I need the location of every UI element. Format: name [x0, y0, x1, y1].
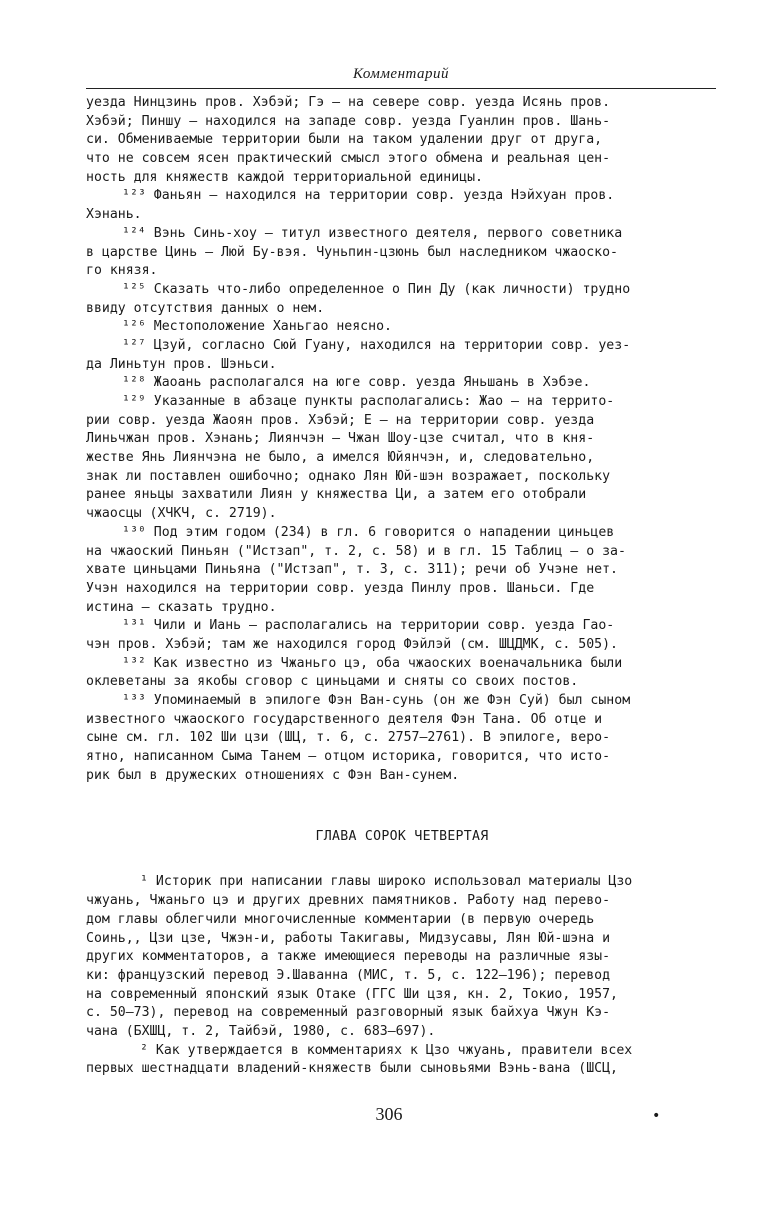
text-line: ранее яньцы захватили Лиян у княжества Ци, а затем его отобрали	[86, 487, 587, 503]
text-line: ки: французский перевод Э.Шаванна (МИС, т. 5, с. 122–196); перевод	[86, 967, 611, 983]
title-gap	[86, 847, 718, 873]
text-line: да Линьтун пров. Шэньси.	[86, 356, 277, 372]
text-line: хвате циньцами Пиньяна ("Истзап", т. 3, с. 311); речи об Учэне нет.	[86, 562, 618, 578]
text-line: Линьчжан пров. Хэнань; Лиянчэн — Чжан Шоу-цзе считал, что в кня-	[86, 431, 595, 447]
text-line: ¹³⁰ Под этим годом (234) в гл. 6 говорится о нападении циньцев	[122, 524, 615, 540]
text-line: в царстве Цинь — Люй Бу-вэя. Чуньпин-цзюнь был наследником чжаоско-	[86, 244, 618, 260]
text-line: жестве Янь Лиянчэна не было, а имелся Юйянчэн, и, следовательно,	[86, 450, 595, 466]
text-line: истина — сказать трудно.	[86, 599, 277, 615]
text-line: ность для княжеств каждой территориальной единицы.	[86, 169, 483, 185]
text-line: оклеветаны за якобы сговор с циньцами и сняты со своих постов.	[86, 674, 579, 690]
text-line: с. 50–73), перевод на современный разговорный язык байхуа Чжун Кэ-	[86, 1005, 611, 1021]
text-line: ¹²⁵ Сказать что-либо определенное о Пин Ду (как личности) трудно	[122, 281, 631, 297]
text-line: Учэн находился на территории совр. уезда Пинлу пров. Шаньси. Где	[86, 580, 595, 596]
commentary-body	[86, 94, 718, 1079]
text-line: Соинь,, Цзи цзе, Чжэн-и, работы Такигавы, Мидзусавы, Лян Юй-шэна и	[86, 930, 611, 946]
text-line: Хэнань.	[86, 207, 142, 223]
text-line: ¹³¹ Чили и Иань — располагались на территории совр. уезда Гао-	[122, 618, 615, 634]
text-line: ¹³³ Упоминаемый в эпилоге Фэн Ван-сунь (он же Фэн Суй) был сыном	[122, 693, 631, 708]
text-line: ввиду отсутствия данных о нем.	[86, 300, 325, 316]
text-line: Хэбэй; Пиншу — находился на западе совр. уезда Гуанлин пров. Шань-	[86, 113, 611, 129]
text-line: на чжаоский Пиньян ("Истзап", т. 2, с. 58) и в гл. 15 Таблиц — о за-	[86, 543, 626, 559]
text-line: знак ли поставлен ошибочно; однако Лян Юй-шэн возражает, поскольку	[86, 468, 611, 484]
text-line: ² Как утверждается в комментариях к Цзо чжуань, правители всех	[140, 1042, 633, 1058]
text-line: рик был в дружеских отношениях с Фэн Ван-сунем.	[86, 767, 460, 783]
text-line: ¹²⁶ Местоположение Ханьгао неясно.	[122, 319, 392, 335]
text-line: ¹²⁹ Указанные в абзаце пункты располагались: Жао — на террито-	[122, 394, 615, 409]
text-line: сыне см. гл. 102 Ши цзи (ШЦ, т. 6, с. 2757–2761). В эпилоге, веро-	[86, 730, 611, 746]
text-line: го князя.	[86, 263, 158, 279]
text-line: ятно, написанном Сыма Танем — отцом историка, говорится, что исто-	[86, 749, 611, 765]
text-line: других комментаторов, а также имеющиеся переводы на различные язы-	[86, 949, 611, 965]
text-line: первых шестнадцати владений-княжеств были сыновьями Вэнь-вана (ШСЦ,	[86, 1061, 618, 1077]
text-line: си. Обмениваемые территории были на таком удалении друг от друга,	[86, 132, 603, 148]
section-gap	[86, 785, 718, 827]
text-line: на современный японский язык Отаке (ГГС Ши цзя, кн. 2, Токио, 1957,	[86, 986, 618, 1002]
page-number: 306	[375, 1104, 403, 1124]
text-line: рии совр. уезда Жаоян пров. Хэбэй; Е — на территории совр. уезда	[86, 412, 595, 428]
text-line: чэн пров. Хэбэй; там же находился город Фэйлэй (см. ШЦДМК, с. 505).	[86, 636, 618, 652]
text-line: ¹²³ Фаньян — находился на территории совр. уезда Нэйхуан пров.	[122, 188, 615, 204]
chapter-title: ГЛАВА СОРОК ЧЕТВЕРТАЯ	[315, 829, 489, 845]
text-line: ¹ Историк при написании главы широко использовал материалы Цзо	[140, 874, 633, 890]
text-line: чжаосцы (ХЧКЧ, с. 2719).	[86, 506, 277, 522]
text-line: чжуань, Чжаньго цэ и других древних памятников. Работу над перево-	[86, 893, 611, 909]
text-line: дом главы облегчили многочисленные комментарии (в первую очередь	[86, 911, 595, 927]
text-line: уезда Нинцзинь пров. Хэбэй; Гэ — на севере совр. уезда Исянь пров.	[86, 95, 611, 110]
text-line: ¹²⁷ Цзуй, согласно Сюй Гуану, находился на территории совр. уез-	[122, 337, 631, 353]
header-rule	[86, 88, 716, 89]
text-line: чана (БХШЦ, т. 2, Тайбэй, 1980, с. 683–697).	[86, 1023, 436, 1039]
notes-block	[86, 94, 718, 785]
text-line: ¹³² Как известно из Чжаньго цэ, оба чжаоских военачальника были	[122, 655, 623, 671]
running-head: Комментарий	[352, 66, 450, 82]
text-line: известного чжаоского государственного деятеля Фэн Тана. Об отце и	[86, 711, 603, 727]
print-speck: •	[652, 1108, 661, 1124]
text-line: ¹²⁸ Жаоань располагался на юге совр. уезда Яньшань в Хэбэе.	[122, 375, 591, 391]
chapter-notes-block	[86, 873, 718, 1079]
text-line: что не совсем ясен практический смысл этого обмена и реальная цен-	[86, 151, 611, 167]
text-line: ¹²⁴ Вэнь Синь-хоу — титул известного деятеля, первого советника	[122, 225, 623, 241]
